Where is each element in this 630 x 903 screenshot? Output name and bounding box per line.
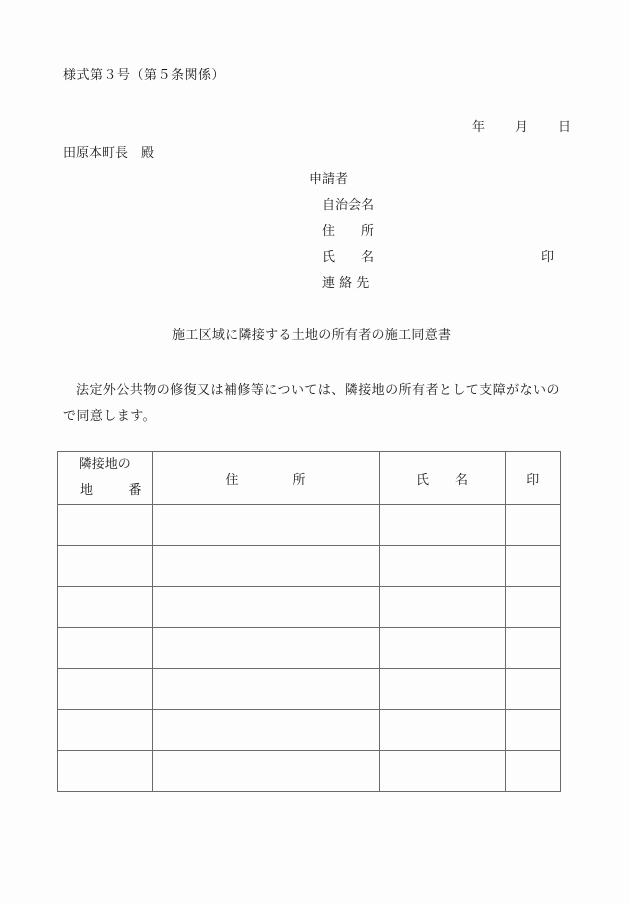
- header-lot-number: [58, 452, 153, 505]
- table-row: [58, 587, 561, 628]
- document-title: 施工区域に隣接する土地の所有者の施工同意書: [172, 328, 452, 343]
- table-row: [58, 751, 561, 792]
- table-row: [58, 505, 561, 546]
- table-body: [58, 505, 561, 792]
- cell-lot-number[interactable]: [58, 669, 153, 710]
- cell-name[interactable]: [379, 587, 505, 628]
- table-row: [58, 669, 561, 710]
- applicant-field-neighborhood-association: [322, 199, 374, 212]
- cell-seal[interactable]: [505, 710, 560, 751]
- applicant-label: 申請者: [309, 172, 349, 187]
- header-lot-line1: 隣接地の: [78, 457, 131, 472]
- cell-address[interactable]: [152, 505, 379, 546]
- header-lot-part: 地: [80, 483, 94, 498]
- consent-statement: 法定外公共物の修復又は補修等については、隣接地の所有者として支障がないので同意します。: [63, 383, 560, 424]
- header-address-part: 所: [292, 472, 306, 488]
- field-label: 自治会名: [322, 198, 375, 213]
- date-year-label: 年: [472, 120, 486, 135]
- date-month-label: 月: [515, 120, 529, 135]
- cell-address[interactable]: [152, 628, 379, 669]
- date-line: [472, 121, 571, 134]
- header-seal: 印: [505, 452, 560, 505]
- cell-lot-number[interactable]: [58, 546, 153, 587]
- header-address-part: 住: [225, 472, 239, 488]
- table-row: [58, 710, 561, 751]
- field-label-part: 氏: [322, 250, 336, 265]
- header-name: [379, 452, 505, 505]
- cell-seal[interactable]: [505, 587, 560, 628]
- applicant-field-contact: [322, 277, 369, 290]
- cell-address[interactable]: [152, 669, 379, 710]
- cell-seal[interactable]: [505, 751, 560, 792]
- header-name-part: 名: [455, 472, 469, 488]
- header-name-part: 氏: [416, 472, 430, 488]
- cell-lot-number[interactable]: [58, 628, 153, 669]
- cell-address[interactable]: [152, 710, 379, 751]
- cell-name[interactable]: [379, 628, 505, 669]
- cell-lot-number[interactable]: [58, 751, 153, 792]
- applicant-field-name: [322, 251, 374, 264]
- cell-name[interactable]: [379, 546, 505, 587]
- form-number: 様式第３号（第５条関係）: [63, 68, 226, 83]
- field-label-part: 所: [360, 224, 374, 239]
- cell-name[interactable]: [379, 751, 505, 792]
- consent-table: [57, 451, 561, 792]
- table-header-row: [58, 452, 561, 505]
- recipient: 田原本町長 殿: [63, 146, 155, 161]
- applicant-field-address: [322, 225, 374, 238]
- cell-name[interactable]: [379, 669, 505, 710]
- cell-name[interactable]: [379, 710, 505, 751]
- table-row: [58, 546, 561, 587]
- cell-lot-number[interactable]: [58, 710, 153, 751]
- field-label-part: 名: [360, 250, 374, 265]
- cell-seal[interactable]: [505, 505, 560, 546]
- field-label-part: 住: [322, 224, 336, 239]
- cell-address[interactable]: [152, 587, 379, 628]
- field-label: 連 絡 先: [322, 276, 370, 291]
- cell-lot-number[interactable]: [58, 587, 153, 628]
- cell-name[interactable]: [379, 505, 505, 546]
- header-lot-line2: [58, 478, 152, 504]
- header-lot-part: 番: [128, 483, 142, 498]
- field-label: [322, 251, 374, 264]
- field-label: [322, 225, 374, 238]
- table-row: [58, 628, 561, 669]
- applicant-seal-mark: 印: [541, 250, 555, 265]
- header-address: [152, 452, 379, 505]
- cell-seal[interactable]: [505, 546, 560, 587]
- date-day-label: 日: [558, 120, 572, 135]
- cell-address[interactable]: [152, 751, 379, 792]
- cell-address[interactable]: [152, 546, 379, 587]
- cell-seal[interactable]: [505, 669, 560, 710]
- cell-seal[interactable]: [505, 628, 560, 669]
- cell-lot-number[interactable]: [58, 505, 153, 546]
